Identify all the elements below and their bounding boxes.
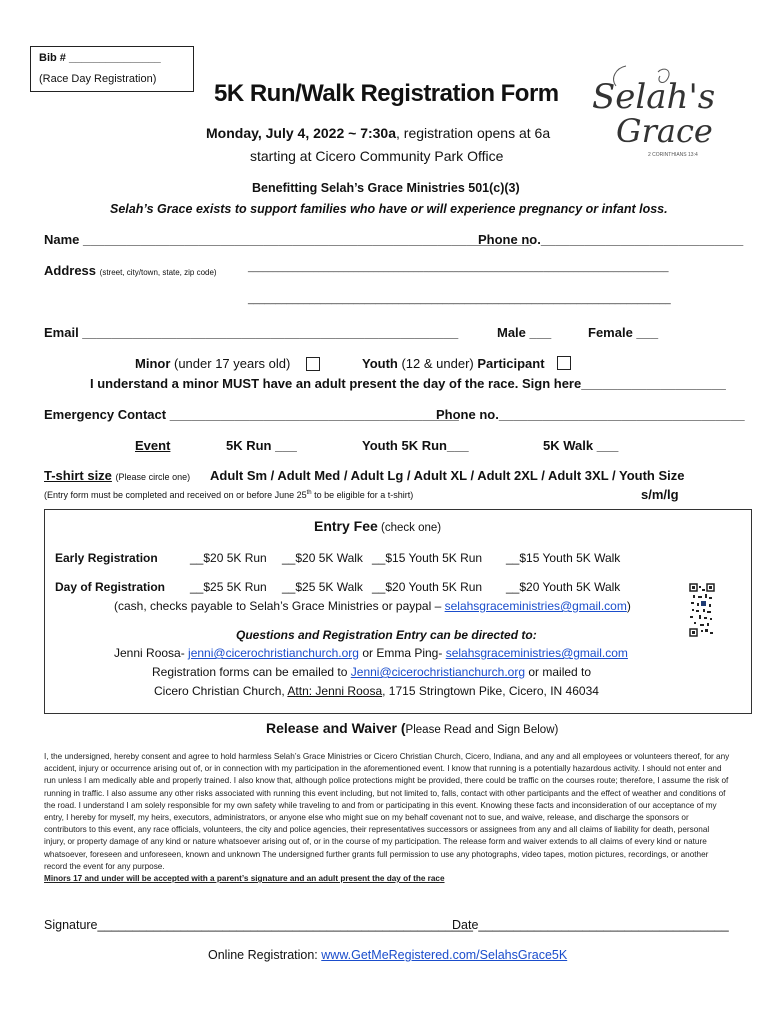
contact-email-2-link[interactable]: selahsgraceministries@gmail.com bbox=[445, 646, 628, 660]
form-title: 5K Run/Walk Registration Form bbox=[214, 80, 559, 107]
signature-field[interactable]: Signature______________________________________________________ bbox=[44, 918, 473, 932]
emergency-contact-field[interactable]: Emergency Contact ________________________________________ bbox=[44, 407, 459, 422]
male-field[interactable]: Male ___ bbox=[497, 325, 552, 340]
event-5k-walk[interactable]: 5K Walk ___ bbox=[543, 438, 619, 453]
qr-code bbox=[690, 584, 714, 636]
benefit-line: Benefitting Selah’s Grace Ministries 501(c)(3) bbox=[252, 181, 520, 195]
day-youth-run-option[interactable]: __$20 Youth 5K Run bbox=[372, 580, 483, 594]
minor-label-rest: (under 17 years old) bbox=[170, 356, 291, 371]
tshirt-deadline-sup: th bbox=[306, 490, 312, 496]
online-registration-label: Online Registration: bbox=[208, 948, 322, 962]
questions-heading: Questions and Registration Entry can be directed to: bbox=[236, 628, 537, 642]
bib-note: (Race Day Registration) bbox=[39, 73, 157, 85]
early-registration-label: Early Registration bbox=[55, 551, 158, 565]
address-line-1[interactable]: ____________________________________________________________________________________ bbox=[248, 262, 669, 272]
waiver-hint: Please Read and Sign Below) bbox=[405, 724, 559, 736]
bib-box bbox=[30, 46, 194, 92]
payment-note bbox=[114, 599, 631, 613]
emailed-mailed: or mailed to bbox=[525, 665, 592, 679]
minor-checkbox[interactable] bbox=[306, 357, 320, 371]
logo-text-selahs: Selah's bbox=[592, 77, 716, 117]
tshirt-label: T-shirt size bbox=[44, 468, 112, 483]
entry-fee-title: Entry Fee bbox=[314, 518, 378, 534]
contact-name-2: or Emma Ping- bbox=[358, 646, 446, 660]
early-youth-run-option[interactable]: __$15 Youth 5K Run bbox=[372, 551, 483, 565]
mission-statement: Selah’s Grace exists to support families who have or will experience pregnancy or infant loss. bbox=[110, 202, 668, 216]
youth-label-rest: (12 & under) bbox=[397, 356, 478, 371]
event-5k-run[interactable]: 5K Run ___ bbox=[226, 438, 297, 453]
address-label: Address bbox=[44, 263, 97, 278]
tshirt-deadline-b: to be eligible for a t-shirt) bbox=[311, 490, 414, 500]
bib-number-field[interactable]: Bib # _______________ bbox=[39, 52, 161, 64]
email-field[interactable]: Email ____________________________________________________ bbox=[44, 325, 459, 340]
mailing-org: Cicero Christian Church, bbox=[154, 684, 288, 698]
waiver-heading bbox=[266, 720, 558, 736]
qr-code-graphic bbox=[690, 584, 714, 636]
youth-label bbox=[362, 356, 545, 371]
tshirt-size-row bbox=[44, 468, 190, 483]
minor-label-bold: Minor bbox=[135, 356, 171, 371]
day-registration-label: Day of Registration bbox=[55, 580, 166, 594]
event-date bbox=[206, 125, 550, 141]
early-5k-run-option[interactable]: __$20 5K Run bbox=[190, 551, 267, 565]
event-date-bold: Monday, July 4, 2022 ~ 7:30a bbox=[206, 125, 397, 141]
female-field[interactable]: Female ___ bbox=[588, 325, 659, 340]
tshirt-hint: (Please circle one) bbox=[115, 472, 191, 482]
name-field[interactable]: Name ______________________________________________________________ bbox=[44, 232, 532, 247]
logo-text-grace: Grace bbox=[616, 112, 713, 150]
emailed-line bbox=[152, 665, 591, 679]
contact-name-1: Jenni Roosa- bbox=[114, 646, 189, 660]
address-hint: (street, city/town, state, zip code) bbox=[99, 268, 217, 277]
early-youth-walk-option[interactable]: __$15 Youth 5K Walk bbox=[506, 551, 621, 565]
mailing-address bbox=[154, 684, 599, 698]
day-5k-run-option[interactable]: __$25 5K Run bbox=[190, 580, 267, 594]
address-line-2[interactable]: ____________________________________________________________________________ bbox=[248, 294, 671, 305]
address-field[interactable] bbox=[44, 263, 217, 278]
event-youth-5k-run[interactable]: Youth 5K Run___ bbox=[362, 438, 469, 453]
selahs-grace-logo bbox=[586, 56, 716, 166]
tshirt-size-options[interactable]: Adult Sm / Adult Med / Adult Lg / Adult XL / Adult 2XL / Adult 3XL / Youth Size bbox=[210, 468, 685, 483]
mailing-attn: Attn: Jenni Roosa bbox=[287, 684, 383, 698]
online-registration bbox=[208, 948, 567, 962]
entry-fee-heading bbox=[314, 518, 441, 534]
event-registration-time: , registration opens at 6a bbox=[396, 125, 551, 141]
payment-email-link[interactable]: selahsgraceministries@gmail.com bbox=[444, 599, 627, 613]
tshirt-youth-sizes[interactable]: s/m/lg bbox=[641, 487, 679, 502]
online-registration-link[interactable]: www.GetMeRegistered.com/SelahsGrace5K bbox=[321, 948, 568, 962]
youth-participant-checkbox[interactable] bbox=[557, 356, 571, 370]
day-youth-walk-option[interactable]: __$20 Youth 5K Walk bbox=[506, 580, 621, 594]
contact-line bbox=[114, 646, 628, 660]
waiver-title: Release and Waiver ( bbox=[266, 720, 406, 736]
youth-label-bold: Youth bbox=[362, 356, 398, 371]
waiver-body: I, the undersigned, hereby consent and agree to hold harmless Selah’s Grace Ministries or Cicero Christian Church, Cicero, Indiana, and any and all employees or volunteers thereof, for any accident, injury or occurrence arising out of, or in connection with my participation in the aforementioned event. I know that running is a potentially hazardous activity. I should not enter and run unless I am medically able and properly trained. I also know that, although police protections might be provided, there could be traffic on the courses route; therefore, I assume the risk of running in traffic. I also assume any other risks associated with running this event including, but not limited to, falls, contact with other participants and the effect of weather and conditions of the road. I understand I am solely responsible for my own safety while traveling to and from or participating in this event. Knowing these facts and inconsideration of our acceptance of my entry, I hereby for myself, my heirs, executors, administrators, or anyone else who might sue on my behalf covenant not to sue, and waive, release, and discharge the sponsors or contributors to this event, any race officials, volunteers, the city and police agencies, their representatives successors or assignees from any and all claims of liability for death, personal injury, or property damage of any kind or nature whatsoever arising out of, or in the course of my participation. The release form and waiver extends to all claims of every kind or nature whatsoever, foreseen and unforeseen, known and unknown The undersigned further grants full permission to use any photographs, video tapes, motion pictures, recordings, or another record the event for any purpose. bbox=[44, 752, 730, 871]
tshirt-deadline bbox=[44, 490, 413, 500]
event-location: starting at Cicero Community Park Office bbox=[250, 148, 504, 164]
waiver-minors-note: Minors 17 and under will be accepted with a parent’s signature and an adult present the day of the race bbox=[44, 874, 445, 884]
minor-label bbox=[135, 356, 290, 371]
entry-fee-hint: (check one) bbox=[377, 522, 442, 534]
day-5k-walk-option[interactable]: __$25 5K Walk bbox=[282, 580, 363, 594]
logo-graphic bbox=[586, 56, 716, 166]
tshirt-deadline-a: (Entry form must be completed and received on or before June 25 bbox=[44, 490, 307, 500]
date-field[interactable]: Date____________________________________ bbox=[452, 918, 729, 932]
early-5k-walk-option[interactable]: __$20 5K Walk bbox=[282, 551, 363, 565]
emailed-text: Registration forms can be emailed to bbox=[152, 665, 351, 679]
mailing-street: , 1715 Stringtown Pike, Cicero, IN 46034 bbox=[382, 684, 599, 698]
event-label: Event bbox=[135, 438, 171, 453]
phone-field[interactable]: Phone no.____________________________ bbox=[478, 232, 744, 247]
waiver-text-block bbox=[44, 751, 730, 885]
contact-email-1-link[interactable]: jenni@cicerochristianchurch.org bbox=[188, 646, 359, 660]
emailed-email-link[interactable]: Jenni@cicerochristianchurch.org bbox=[350, 665, 526, 679]
payment-close: ) bbox=[626, 599, 631, 613]
payment-text: (cash, checks payable to Selah’s Grace Ministries or paypal – bbox=[114, 599, 445, 613]
logo-verse: 2 CORINTHIANS 13:4 bbox=[648, 152, 698, 158]
minor-signature-field[interactable]: I understand a minor MUST have an adult present the day of the race. Sign here____________________ bbox=[90, 376, 726, 391]
emergency-phone-field[interactable]: Phone no.__________________________________ bbox=[436, 407, 745, 422]
participant-label: Participant bbox=[477, 356, 545, 371]
